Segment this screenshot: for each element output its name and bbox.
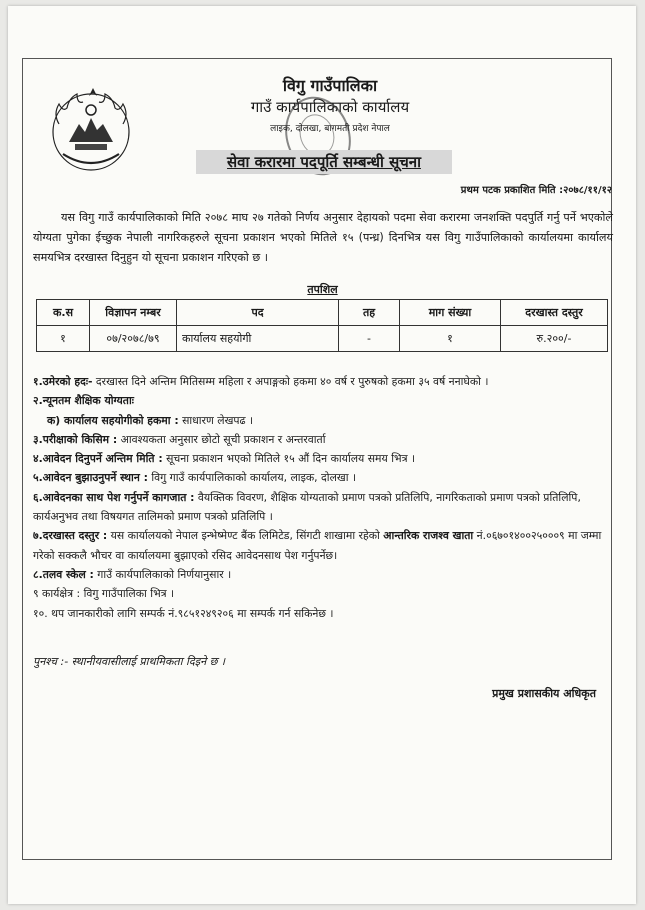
condition-text: विगु गाउँ कार्यपालिकाको कार्यालय, लाइक, दोलखा । <box>147 471 357 485</box>
condition-text: वैयक्तिक विवरण, शैक्षिक योग्यताको प्रमाण पत्रको प्रतिलिपि, नागरिकताको प्रमाण पत्रको प्रतिलिपि, कार्यअनुभव तथा विषयगत तालिमको प्रमाण पत्रको प्रतिलिपि । <box>33 490 581 524</box>
condition-fee <box>33 526 613 565</box>
condition-text: आवश्यकता अनुसार छोटो सूची प्रकाशन र अन्तरवार्ता <box>117 432 326 446</box>
table-header-row <box>37 300 608 326</box>
col-demand: माग संख्या <box>400 300 501 326</box>
condition-label: क) कार्यालय सहयोगीको हकमा : <box>47 413 179 427</box>
notice-subject: सेवा करारमा पदपूर्ति सम्बन्धी सूचना <box>196 150 452 174</box>
postscript-note: पुनश्च :- स्थानीयवासीलाई प्राथमिकता दिइने छ । <box>33 655 226 668</box>
nepal-emblem-icon <box>45 84 137 176</box>
condition-label: ७.दरखास्त दस्तुर : <box>33 529 108 543</box>
condition-label: १.उमेरको हदः- <box>33 375 93 388</box>
condition-submission-place <box>33 468 613 487</box>
condition-label: ४.आवेदन दिनुपर्ने अन्तिम मिति : <box>33 452 163 466</box>
cell-fee: रु.२००/- <box>501 326 608 352</box>
condition-workplace: ९ कार्यक्षेत्र : विगु गाउँपालिका भित्र । <box>33 587 175 601</box>
conditions-list <box>33 372 613 623</box>
col-sn: क.स <box>37 300 90 326</box>
condition-label: ५.आवेदन बुझाउनुपर्ने स्थान : <box>33 471 148 485</box>
table-row <box>37 326 608 352</box>
condition-salary <box>33 565 613 584</box>
col-ad-number: विज्ञापन नम्बर <box>90 300 177 326</box>
cell-sn: १ <box>37 326 90 352</box>
vacancy-table <box>36 299 608 352</box>
condition-label: ८.तलव स्केल : <box>33 567 94 581</box>
condition-text: नं.०६७०१४००२५०००९ मा जम्मा गरेको सक्कलै भौचर वा कार्यालयमा बुझाएको रसिद आवेदनसाथ पेश गर्नुपर्नेछ। <box>33 529 602 562</box>
condition-label: ३.परीक्षाको किसिम : <box>33 432 118 446</box>
condition-documents <box>33 488 613 527</box>
condition-text: दरखास्त दिने अन्तिम मितिसम्म महिला र अपाङ्गको हकमा ४० वर्ष र पुरुषको हकमा ३५ वर्ष ननाघेको । <box>92 375 489 388</box>
office-address: लाइक, दोलखा, बागमती प्रदेश नेपाल <box>270 124 390 134</box>
signatory-title: प्रमुख प्रशासकीय अधिकृत <box>492 687 596 700</box>
condition-qualification <box>33 391 613 410</box>
condition-label: २.न्यूनतम शैक्षिक योग्यताः <box>33 394 134 408</box>
condition-deadline <box>33 449 613 468</box>
condition-age <box>33 372 613 391</box>
condition-exam-type <box>33 430 613 449</box>
condition-text: सूचना प्रकाशन भएको मितिले १५ औं दिन कार्यालय समय भित्र । <box>162 452 416 466</box>
revenue-account-label: आन्तरिक राजश्व खाता <box>383 529 474 543</box>
cell-demand: १ <box>400 326 501 352</box>
col-level: तह <box>339 300 400 326</box>
condition-text: साधारण लेखपढ । <box>178 413 254 427</box>
col-fee: दरखास्त दस्तुर <box>501 300 608 326</box>
condition-text: गाउँ कार्यपालिकाको निर्णयानुसार । <box>93 567 232 581</box>
org-name: विगु गाउँपालिका <box>282 76 378 95</box>
cell-post: कार्यालय सहयोगी <box>177 326 339 352</box>
condition-qualification-office-assistant <box>33 411 613 430</box>
condition-label: ६.आवेदनका साथ पेश गर्नुपर्ने कागजात : <box>33 490 195 504</box>
intro-paragraph: यस विगु गाउँ कार्यपालिकाको मिति २०७८ माघ २७ गतेको निर्णय अनुसार देहायको पदमा सेवा करारमा जनशक्ति पदपुर्ति गर्नु पर्ने भएकोले योग्यता पुगेका ईच्छुक नेपाली नागरिकहरुले सूचना प्रकाशन भएको मितिले १५ (पन्ध्र) दिनभित्र यस विगु गाउँपालिकाको कार्यालयमा कार्यालय समयभित्र दरखास्त दिनुहुन यो सूचना प्रकाशन गरिएको छ । <box>33 211 613 264</box>
col-post: पद <box>177 300 339 326</box>
office-name: गाउँ कार्यपालिकाको कार्यालय <box>250 98 410 116</box>
condition-text: यस कार्यालयको नेपाल इन्भेष्मेण्ट बैंक लिमिटेड, सिंगटी शाखामा रहेको <box>107 529 384 543</box>
table-title: तपशिल <box>307 283 338 296</box>
cell-ad-number: ०७/२०७८/७९ <box>90 326 177 352</box>
condition-contact: १०. थप जानकारीको लागि सम्पर्क नं.९८५१२४९२०६ मा सम्पर्क गर्न सकिनेछ । <box>33 606 334 620</box>
publish-date: प्रथम पटक प्रकाशित मिति :२०७८/११/१२ <box>460 185 612 196</box>
cell-level: - <box>339 326 400 352</box>
